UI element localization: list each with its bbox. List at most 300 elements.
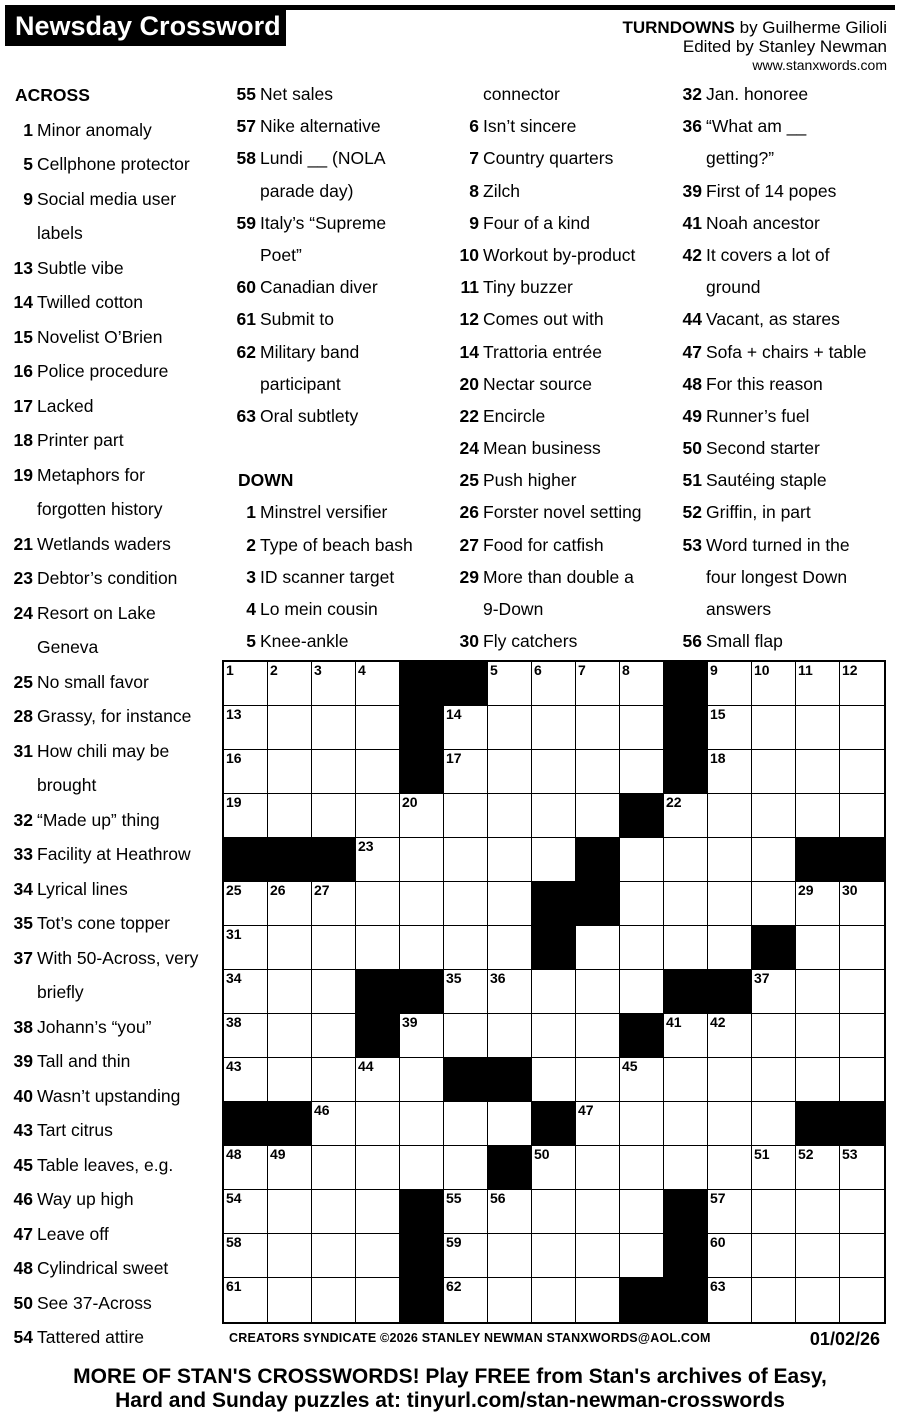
clue-text: Minor anomaly: [37, 119, 152, 140]
grid-cell[interactable]: [708, 1058, 752, 1102]
clue-text: Forster novel setting: [483, 502, 642, 523]
grid-cell[interactable]: [312, 1190, 356, 1234]
grid-cell[interactable]: [840, 706, 884, 750]
clue-text: Sofa + chairs + table: [706, 341, 867, 362]
clue-number: 42: [682, 244, 702, 265]
grid-cell[interactable]: [312, 794, 356, 838]
grid-cell[interactable]: [400, 1146, 444, 1190]
grid-cell[interactable]: [224, 662, 268, 706]
cell-number: 49: [270, 1146, 286, 1162]
grid-cell[interactable]: [752, 838, 796, 882]
grid-cell[interactable]: [796, 882, 840, 926]
grid-cell[interactable]: [488, 926, 532, 970]
grid-cell[interactable]: [620, 662, 664, 706]
grid-cell[interactable]: [708, 838, 752, 882]
grid-cell[interactable]: [532, 750, 576, 794]
clue-text: Lacked: [37, 395, 94, 416]
grid-cell[interactable]: [708, 662, 752, 706]
grid-cell[interactable]: [400, 1102, 444, 1146]
grid-cell[interactable]: [488, 838, 532, 882]
cell-number: 4: [358, 662, 366, 678]
grid-cell[interactable]: [708, 1234, 752, 1278]
grid-cell[interactable]: [620, 750, 664, 794]
grid-cell[interactable]: [312, 1146, 356, 1190]
grid-cell[interactable]: [268, 1278, 312, 1322]
grid-cell[interactable]: [576, 1278, 620, 1322]
grid-cell[interactable]: [444, 1278, 488, 1322]
grid-cell[interactable]: [444, 1014, 488, 1058]
black-square: [796, 838, 840, 882]
grid-cell[interactable]: [664, 1102, 708, 1146]
grid-cell[interactable]: [708, 750, 752, 794]
grid-cell[interactable]: [532, 1014, 576, 1058]
grid-cell[interactable]: [400, 794, 444, 838]
black-square: [400, 1278, 444, 1322]
clue-down-53: [674, 529, 896, 561]
grid-cell[interactable]: [620, 1190, 664, 1234]
grid-cell[interactable]: [796, 1278, 840, 1322]
grid-cell[interactable]: [312, 1102, 356, 1146]
grid-cell[interactable]: [620, 1102, 664, 1146]
grid-cell[interactable]: [796, 750, 840, 794]
grid-cell[interactable]: [356, 1058, 400, 1102]
grid-cell[interactable]: [356, 1278, 400, 1322]
black-square: [312, 838, 356, 882]
clue-column-1: [5, 78, 217, 1355]
grid-cell[interactable]: [708, 882, 752, 926]
grid-cell[interactable]: [224, 750, 268, 794]
grid-cell[interactable]: [620, 706, 664, 750]
clue-text: Tall and thin: [37, 1051, 131, 1071]
clue-number: 54: [13, 1327, 33, 1347]
grid-cell[interactable]: [532, 794, 576, 838]
grid-cell[interactable]: [400, 1058, 444, 1102]
grid-cell[interactable]: [224, 1278, 268, 1322]
black-square: [532, 926, 576, 970]
cell-number: 2: [270, 662, 278, 678]
grid-cell[interactable]: [356, 926, 400, 970]
clue-number: 10: [459, 244, 479, 265]
clue-down-22: [451, 400, 669, 432]
grid-cell[interactable]: [224, 1190, 268, 1234]
clue-number: 7: [469, 148, 479, 169]
grid-cell[interactable]: [532, 1278, 576, 1322]
clue-text: Zilch: [483, 180, 520, 201]
clue-text: First of 14 popes: [706, 180, 837, 201]
cell-number: 9: [710, 662, 718, 678]
grid-cell[interactable]: [752, 750, 796, 794]
grid-cell[interactable]: [312, 1058, 356, 1102]
clue-number: 39: [13, 1051, 33, 1071]
grid-cell[interactable]: [312, 1278, 356, 1322]
grid-cell[interactable]: [488, 750, 532, 794]
grid-cell[interactable]: [268, 794, 312, 838]
cell-number: 44: [358, 1058, 374, 1074]
grid-cell[interactable]: [488, 1234, 532, 1278]
clue-down-7: [451, 142, 669, 174]
grid-cell[interactable]: [708, 706, 752, 750]
grid-cell[interactable]: [532, 662, 576, 706]
grid-cell[interactable]: [708, 926, 752, 970]
grid-cell[interactable]: [620, 882, 664, 926]
clue-text: Sautéing staple: [706, 470, 827, 491]
grid-cell[interactable]: [224, 1146, 268, 1190]
grid-cell[interactable]: [752, 1190, 796, 1234]
clue-across-47: [5, 1217, 217, 1252]
grid-cell[interactable]: [796, 926, 840, 970]
grid-cell[interactable]: [840, 882, 884, 926]
clue-number: 31: [13, 740, 33, 761]
cell-number: 22: [666, 794, 682, 810]
grid-cell[interactable]: [488, 1190, 532, 1234]
grid-cell[interactable]: [532, 838, 576, 882]
grid-cell[interactable]: [796, 706, 840, 750]
clue-column-3: [451, 78, 669, 657]
grid-cell[interactable]: [400, 926, 444, 970]
cell-number: 30: [842, 882, 858, 898]
clue-number: 3: [246, 566, 256, 587]
clue-down-32: [674, 78, 896, 110]
grid-cell[interactable]: [576, 794, 620, 838]
grid-cell[interactable]: [840, 794, 884, 838]
grid-cell[interactable]: [488, 970, 532, 1014]
grid-cell[interactable]: [752, 662, 796, 706]
grid-cell[interactable]: [356, 706, 400, 750]
grid-cell[interactable]: [576, 926, 620, 970]
grid-cell[interactable]: [840, 662, 884, 706]
grid-cell[interactable]: [488, 662, 532, 706]
grid-cell[interactable]: [444, 1146, 488, 1190]
grid-cell[interactable]: [708, 1102, 752, 1146]
grid-cell[interactable]: [664, 794, 708, 838]
grid-cell[interactable]: [796, 1058, 840, 1102]
clue-down-52: [674, 496, 896, 528]
grid-cell[interactable]: [708, 1014, 752, 1058]
grid-cell[interactable]: [796, 662, 840, 706]
grid-cell[interactable]: [356, 662, 400, 706]
grid-cell[interactable]: [356, 1146, 400, 1190]
clue-number: 53: [682, 534, 702, 555]
clue-text: parade day): [260, 180, 354, 201]
clue-down-20: [451, 368, 669, 400]
grid-cell[interactable]: [224, 926, 268, 970]
grid-cell[interactable]: [312, 926, 356, 970]
black-square: [752, 926, 796, 970]
black-square: [664, 1234, 708, 1278]
clue-down-50: [674, 432, 896, 464]
cell-number: 47: [578, 1102, 594, 1118]
grid-cell[interactable]: [224, 1058, 268, 1102]
across-heading: ACROSS: [15, 85, 90, 105]
grid-cell[interactable]: [224, 794, 268, 838]
clue-number: 22: [459, 405, 479, 426]
grid-cell[interactable]: [796, 1190, 840, 1234]
grid-cell[interactable]: [576, 662, 620, 706]
clue-number: 51: [682, 470, 702, 491]
grid-cell[interactable]: [664, 882, 708, 926]
grid-cell[interactable]: [400, 838, 444, 882]
grid-cell[interactable]: [444, 1190, 488, 1234]
grid-cell[interactable]: [224, 970, 268, 1014]
grid-cell[interactable]: [268, 926, 312, 970]
cell-number: 42: [710, 1014, 726, 1030]
grid-cell[interactable]: [488, 1102, 532, 1146]
cell-number: 20: [402, 794, 418, 810]
grid-cell[interactable]: [840, 1278, 884, 1322]
grid-cell[interactable]: [576, 706, 620, 750]
grid-cell[interactable]: [576, 1146, 620, 1190]
clue-text: Military band: [260, 341, 360, 362]
cell-number: 5: [490, 662, 498, 678]
grid-cell[interactable]: [268, 750, 312, 794]
clue-text: Word turned in the: [706, 534, 850, 555]
grid-cell[interactable]: [752, 1234, 796, 1278]
cell-number: 53: [842, 1146, 858, 1162]
cell-number: 48: [226, 1146, 242, 1162]
grid-cell[interactable]: [444, 882, 488, 926]
grid-cell[interactable]: [488, 1014, 532, 1058]
grid-cell[interactable]: [620, 926, 664, 970]
grid-cell[interactable]: [356, 882, 400, 926]
grid-cell[interactable]: [532, 970, 576, 1014]
cell-number: 39: [402, 1014, 418, 1030]
grid-cell[interactable]: [620, 838, 664, 882]
clue-text: answers: [706, 599, 772, 619]
grid-cell[interactable]: [664, 1014, 708, 1058]
grid-cell[interactable]: [576, 1058, 620, 1102]
clue-number: 27: [459, 534, 479, 555]
black-square: [576, 838, 620, 882]
grid-cell[interactable]: [532, 1190, 576, 1234]
clue-down-14: [451, 336, 669, 368]
black-square: [444, 662, 488, 706]
clue-across-24: [5, 630, 217, 665]
cell-number: 26: [270, 882, 286, 898]
grid-cell[interactable]: [268, 1014, 312, 1058]
clue-text: getting?”: [706, 148, 775, 169]
clue-number: 18: [13, 430, 33, 450]
clue-text: Tot’s cone topper: [37, 913, 170, 933]
cell-number: 10: [754, 662, 770, 678]
grid-cell[interactable]: [356, 750, 400, 794]
clue-number: 57: [236, 116, 256, 137]
clue-text: Trattoria entrée: [483, 341, 602, 362]
grid-cell[interactable]: [796, 1014, 840, 1058]
grid-cell[interactable]: [444, 926, 488, 970]
grid-cell[interactable]: [752, 1278, 796, 1322]
clue-number: 45: [13, 1154, 33, 1175]
grid-cell[interactable]: [312, 750, 356, 794]
crossword-grid: [222, 660, 886, 1324]
grid-cell[interactable]: [752, 706, 796, 750]
grid-cell[interactable]: [488, 794, 532, 838]
clue-number: 61: [236, 309, 256, 330]
clue-number: 23: [13, 568, 33, 588]
clue-text: It covers a lot of: [706, 244, 830, 265]
clue-number: 63: [236, 405, 256, 426]
author: by Guilherme Gilioli: [739, 18, 887, 37]
clue-down-56: [674, 625, 896, 657]
clue-across-9: [5, 182, 217, 217]
grid-cell[interactable]: [312, 1234, 356, 1278]
clue-down-36: [674, 142, 896, 174]
grid-cell[interactable]: [444, 970, 488, 1014]
clue-text: Wetlands waders: [37, 533, 171, 554]
grid-cell[interactable]: [356, 1102, 400, 1146]
grid-cell[interactable]: [268, 1146, 312, 1190]
grid-cell[interactable]: [752, 1014, 796, 1058]
clue-number: 28: [13, 706, 33, 726]
clue-text: How chili may be: [37, 740, 170, 761]
clue-across-40: [5, 1079, 217, 1114]
clue-text: Lyrical lines: [37, 878, 128, 899]
grid-cell[interactable]: [532, 1146, 576, 1190]
grid-cell[interactable]: [268, 882, 312, 926]
grid-cell[interactable]: [796, 1146, 840, 1190]
clue-text: briefly: [37, 982, 84, 1002]
grid-cell[interactable]: [268, 1190, 312, 1234]
clue-across-9: [5, 216, 217, 251]
grid-cell[interactable]: [268, 706, 312, 750]
clue-down-11: [451, 271, 669, 303]
clue-text: Social media user: [37, 188, 177, 209]
clue-number: 39: [682, 180, 702, 201]
grid-cell[interactable]: [356, 1190, 400, 1234]
clue-number: 12: [459, 309, 479, 330]
grid-cell[interactable]: [752, 1058, 796, 1102]
grid-cell[interactable]: [664, 1146, 708, 1190]
cell-number: 60: [710, 1234, 726, 1250]
grid-cell[interactable]: [620, 1146, 664, 1190]
grid-cell[interactable]: [312, 882, 356, 926]
cell-number: 23: [358, 838, 374, 854]
grid-cell[interactable]: [488, 882, 532, 926]
editor: Edited by Stanley Newman: [682, 37, 887, 56]
clue-number: 24: [459, 438, 479, 459]
grid-cell[interactable]: [268, 662, 312, 706]
grid-cell[interactable]: [576, 1190, 620, 1234]
clue-across-25: [5, 665, 217, 700]
grid-cell[interactable]: [268, 1234, 312, 1278]
grid-cell[interactable]: [312, 662, 356, 706]
black-square: [664, 970, 708, 1014]
grid-cell[interactable]: [796, 970, 840, 1014]
website: www.stanxwords.com: [752, 57, 887, 73]
grid-cell[interactable]: [840, 750, 884, 794]
grid-cell[interactable]: [532, 1234, 576, 1278]
black-square: [796, 1102, 840, 1146]
grid-cell[interactable]: [620, 970, 664, 1014]
grid-cell[interactable]: [356, 794, 400, 838]
cell-number: 35: [446, 970, 462, 986]
grid-cell[interactable]: [796, 794, 840, 838]
grid-cell[interactable]: [312, 970, 356, 1014]
grid-cell[interactable]: [224, 1234, 268, 1278]
grid-cell[interactable]: [752, 1102, 796, 1146]
grid-cell[interactable]: [752, 794, 796, 838]
grid-cell[interactable]: [400, 882, 444, 926]
grid-cell[interactable]: [444, 1234, 488, 1278]
grid-cell[interactable]: [708, 1190, 752, 1234]
clue-number: 1: [23, 119, 33, 140]
grid-cell[interactable]: [576, 1234, 620, 1278]
grid-cell[interactable]: [840, 970, 884, 1014]
grid-cell[interactable]: [488, 1278, 532, 1322]
grid-cell[interactable]: [752, 970, 796, 1014]
grid-cell[interactable]: [620, 1234, 664, 1278]
black-square: [400, 706, 444, 750]
clue-down-29: [451, 561, 669, 593]
grid-cell[interactable]: [840, 926, 884, 970]
clue-across-31: [5, 768, 217, 803]
cell-number: 43: [226, 1058, 242, 1074]
cell-number: 13: [226, 706, 242, 722]
clue-text: No small favor: [37, 671, 149, 692]
grid-cell[interactable]: [444, 1102, 488, 1146]
grid-cell[interactable]: [532, 706, 576, 750]
grid-cell[interactable]: [752, 1146, 796, 1190]
grid-cell[interactable]: [664, 838, 708, 882]
grid-cell[interactable]: [840, 1014, 884, 1058]
grid-cell[interactable]: [268, 1058, 312, 1102]
grid-cell[interactable]: [752, 882, 796, 926]
grid-cell[interactable]: [224, 706, 268, 750]
grid-cell[interactable]: [444, 838, 488, 882]
grid-cell[interactable]: [356, 1234, 400, 1278]
cell-number: 29: [798, 882, 814, 898]
clue-number: 32: [13, 809, 33, 830]
grid-cell[interactable]: [444, 794, 488, 838]
grid-cell[interactable]: [532, 1058, 576, 1102]
clue-number: 11: [460, 277, 479, 298]
grid-cell[interactable]: [444, 706, 488, 750]
clue-down-5: [228, 625, 446, 657]
grid-cell[interactable]: [796, 1234, 840, 1278]
grid-cell[interactable]: [224, 882, 268, 926]
grid-cell[interactable]: [356, 838, 400, 882]
grid-cell[interactable]: [268, 970, 312, 1014]
clue-down-42: [674, 239, 896, 271]
grid-cell[interactable]: [840, 1234, 884, 1278]
grid-cell[interactable]: [664, 1058, 708, 1102]
grid-cell[interactable]: [576, 1014, 620, 1058]
grid-cell[interactable]: [620, 1058, 664, 1102]
clue-number: 29: [459, 566, 479, 587]
grid-cell[interactable]: [576, 750, 620, 794]
grid-cell[interactable]: [664, 926, 708, 970]
clue-number: 50: [13, 1292, 33, 1313]
grid-cell[interactable]: [488, 706, 532, 750]
grid-cell[interactable]: [312, 706, 356, 750]
clue-number: 30: [459, 631, 479, 652]
clue-text: Vacant, as stares: [706, 309, 840, 330]
grid-cell[interactable]: [840, 1190, 884, 1234]
grid-cell[interactable]: [224, 1014, 268, 1058]
grid-cell[interactable]: [708, 1146, 752, 1190]
grid-cell[interactable]: [576, 970, 620, 1014]
grid-cell[interactable]: [312, 1014, 356, 1058]
grid-cell[interactable]: [840, 1146, 884, 1190]
down-heading: DOWN: [238, 470, 294, 491]
grid-cell[interactable]: [840, 1058, 884, 1102]
grid-cell[interactable]: [708, 794, 752, 838]
grid-cell[interactable]: [708, 1278, 752, 1322]
clue-across-54: [5, 1320, 217, 1355]
grid-cell[interactable]: [576, 1102, 620, 1146]
grid-cell[interactable]: [400, 1014, 444, 1058]
cell-number: 46: [314, 1102, 330, 1118]
grid-cell[interactable]: [444, 750, 488, 794]
